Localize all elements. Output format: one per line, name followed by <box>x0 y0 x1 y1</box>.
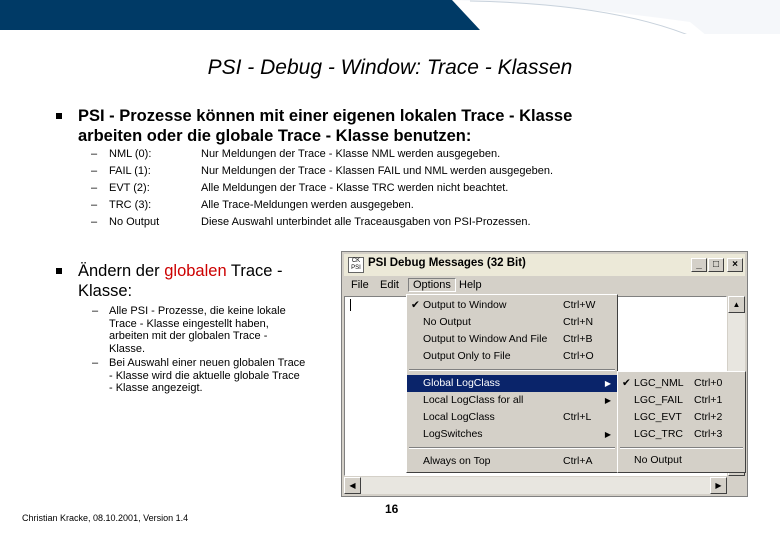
slide-title: PSI - Debug - Window: Trace - Klassen <box>207 56 573 79</box>
sub-list <box>92 305 306 397</box>
menu-item-output-only-to-file[interactable]: Output Only to File Ctrl+O <box>423 350 594 362</box>
horizontal-scrollbar[interactable] <box>344 477 727 494</box>
submenu-item-lgc-evt[interactable]: LGC_EVT Ctrl+2 <box>634 411 723 423</box>
submenu-item-lgc-trc[interactable]: LGC_TRC Ctrl+3 <box>634 428 723 440</box>
list-item: – Alle PSI - Prozesse, die keine lokale Trace - Klasse eingestellt haben, arbeiten mit der globalen Trace - Klasse. <box>92 305 286 355</box>
menu-item-global-logclass[interactable]: Global LogClass ▶ <box>407 375 617 392</box>
bullet-marker <box>56 113 62 119</box>
menu-bar <box>344 277 745 295</box>
list-item: – Bei Auswahl einer neuen globalen Trace - Klasse wird die aktuelle globale Trace - Klasse angezeigt. <box>92 357 306 394</box>
trace-class-list <box>91 146 553 231</box>
list-item: – No Output Diese Auswahl unterbindet alle Traceausgaben von PSI-Prozessen. <box>91 216 531 228</box>
list-item: – NML (0): Nur Meldungen der Trace - Klasse NML werden ausgegeben. <box>91 148 501 160</box>
scroll-right-icon[interactable]: ▶ <box>710 477 727 494</box>
footer-text: Christian Kracke, 08.10.2001, Version 1.4 <box>22 513 189 523</box>
submenu-arrow-icon: ▶ <box>604 396 611 405</box>
submenu-item-lgc-nml[interactable]: ✔ LGC_NML Ctrl+0 <box>618 375 745 392</box>
highlight-word: globalen <box>164 262 227 280</box>
menu-edit[interactable]: Edit <box>380 279 399 291</box>
menu-item-output-to-window[interactable]: ✔ Output to Window Ctrl+W <box>407 297 617 314</box>
check-icon: ✔ <box>622 377 631 389</box>
menu-help[interactable]: Help <box>459 279 482 291</box>
menu-options[interactable]: Options <box>408 278 456 292</box>
menu-item-logswitches[interactable]: LogSwitches ▶ <box>407 426 617 443</box>
text-caret <box>350 299 351 311</box>
list-item: – TRC (3): Alle Trace-Meldungen werden ausgegeben. <box>91 199 414 211</box>
menu-file[interactable]: File <box>351 279 369 291</box>
submenu-item-no-output[interactable]: No Output <box>634 454 682 466</box>
bullet-marker <box>56 268 62 274</box>
maximize-button[interactable]: □ <box>708 258 724 272</box>
submenu-arrow-icon: ▶ <box>604 430 611 439</box>
submenu-item-lgc-fail[interactable]: LGC_FAIL Ctrl+1 <box>634 394 723 406</box>
bullet-1-text: PSI - Prozesse können mit einer eigenen lokalen Trace - Klasse arbeiten oder die globale Trace - Klasse benutzen: <box>78 107 573 145</box>
menu-item-local-logclass[interactable]: Local LogClass Ctrl+L <box>423 411 592 423</box>
menu-item-local-logclass-for-all[interactable]: Local LogClass for all ▶ <box>407 392 617 409</box>
menu-item-no-output[interactable]: No Output Ctrl+N <box>423 316 594 328</box>
menu-separator <box>620 447 743 449</box>
submenu-arrow-icon: ▶ <box>604 379 611 388</box>
menu-item-always-on-top[interactable]: Always on Top Ctrl+A <box>423 455 593 467</box>
window-titlebar[interactable] <box>344 254 745 276</box>
scroll-up-icon[interactable]: ▲ <box>728 296 745 313</box>
menu-separator <box>409 447 615 449</box>
close-button[interactable]: × <box>727 258 743 272</box>
list-item: – EVT (2): Alle Meldungen der Trace - Klasse TRC werden nicht beachtet. <box>91 182 509 194</box>
menu-item-output-window-and-file[interactable]: Output to Window And File Ctrl+B <box>423 333 593 345</box>
scroll-left-icon[interactable]: ◀ <box>344 477 361 494</box>
list-item: – FAIL (1): Nur Meldungen der Trace - Klassen FAIL und NML werden ausgegeben. <box>91 165 553 177</box>
global-logclass-submenu <box>617 371 746 473</box>
menu-separator <box>409 369 615 371</box>
bullet-2-text: Ändern der globalen Trace - Klasse: <box>78 262 283 300</box>
page-number: 16 <box>385 502 399 516</box>
options-menu <box>406 294 618 473</box>
app-icon: CK PSI <box>348 257 364 273</box>
header-bar <box>0 0 780 34</box>
minimize-button[interactable]: _ <box>691 258 707 272</box>
window-title: PSI Debug Messages (32 Bit) <box>368 257 526 269</box>
check-icon: ✔ <box>411 299 420 311</box>
